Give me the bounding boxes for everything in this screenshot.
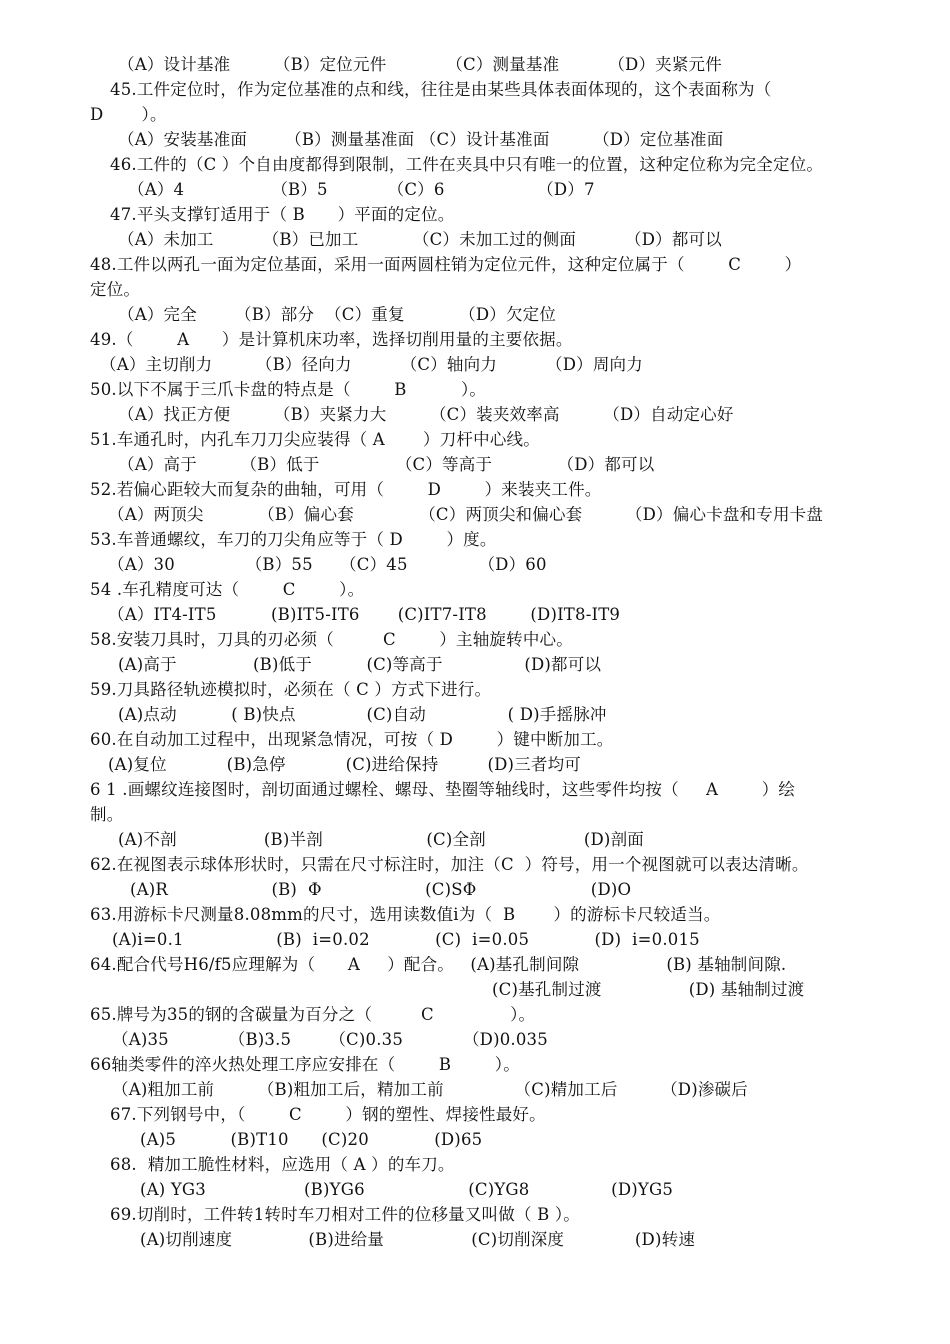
text-line-8: （A）未加工 （B）已加工 （C）未加工过的侧面 （D）都可以 bbox=[118, 230, 722, 249]
text-line-14: 50.以下不属于三爪卡盘的特点是（ B ）。 bbox=[90, 380, 487, 399]
text-line-42: （A)粗加工前 （B)粗加工后，精加工前 （C)精加工后 （D)渗碳后 bbox=[112, 1080, 748, 1099]
text-line-22: 54 .车孔精度可达（ C ）。 bbox=[90, 580, 365, 599]
text-line-19: （A）两顶尖 （B）偏心套 （C）两顶尖和偏心套 （D）偏心卡盘和专用卡盘 bbox=[108, 505, 824, 524]
text-line-3: D ）。 bbox=[90, 105, 167, 124]
text-line-18: 52.若偏心距较大而复杂的曲轴，可用（ D ）来装夹工件。 bbox=[90, 480, 602, 499]
text-line-2: 45.工件定位时，作为定位基准的点和线，往往是由某些具体表面体现的，这个表面称为（ bbox=[110, 80, 772, 99]
text-line-32: (A)不剖 (B)半剖 (C)全剖 (D)剖面 bbox=[118, 830, 644, 849]
text-line-48: (A)切削速度 (B)进给量 (C)切削深度 (D)转速 bbox=[140, 1230, 696, 1249]
text-line-39: 65.牌号为35的钢的含碳量为百分之（ C ）。 bbox=[90, 1005, 536, 1024]
text-line-36: (A)i=0.1 (B) i=0.02 (C) i=0.05 (D) i=0.015 bbox=[112, 930, 700, 949]
text-line-17: （A）高于 （B）低于 （C）等高于 （D）都可以 bbox=[118, 455, 655, 474]
text-line-37: 64.配合代号H6/f5应理解为（ A ）配合。 (A)基孔制间隙 (B) 基轴制间隙. bbox=[90, 955, 787, 974]
text-line-10: 定位。 bbox=[90, 280, 141, 299]
text-line-20: 53.车普通螺纹，车刀的刀尖角应等于（ D ）度。 bbox=[90, 530, 497, 549]
text-line-5: 46.工件的（C ）个自由度都得到限制，工件在夹具中只有唯一的位置，这种定位称为完全定位。 bbox=[110, 155, 824, 174]
text-line-35: 63.用游标卡尺测量8.08mm的尺寸，选用读数值i为（ B ）的游标卡尺较适当。 bbox=[90, 905, 721, 924]
text-line-31: 制。 bbox=[90, 805, 124, 824]
text-line-43: 67.下列钢号中，（ C ）钢的塑性、焊接性最好。 bbox=[110, 1105, 546, 1124]
text-line-40: （A)35 （B)3.5 （C)0.35 （D)0.035 bbox=[112, 1030, 548, 1049]
text-line-45: 68. 精加工脆性材料，应选用（ A ）的车刀。 bbox=[110, 1155, 455, 1174]
text-line-38: (C)基孔制过渡 (D) 基轴制过渡 bbox=[492, 980, 805, 999]
text-line-23: （A）IT4-IT5 (B)IT5-IT6 (C)IT7-IT8 (D)IT8-IT9 bbox=[108, 605, 621, 624]
text-line-1: （A）设计基准 （B）定位元件 （C）测量基准 （D）夹紧元件 bbox=[118, 55, 722, 74]
text-line-24: 58.安装刀具时，刀具的刃必须（ C ）主轴旋转中心。 bbox=[90, 630, 573, 649]
text-line-26: 59.刀具路径轨迹模拟时，必须在（ C ）方式下进行。 bbox=[90, 680, 492, 699]
text-line-9: 48.工件以两孔一面为定位基面，采用一面两圆柱销为定位元件，这种定位属于（ C ） bbox=[90, 255, 802, 274]
text-line-4: （A）安装基准面 （B）测量基准面 （C）设计基准面 （D）定位基准面 bbox=[118, 130, 724, 149]
text-line-11: （A）完全 （B）部分 （C）重复 （D）欠定位 bbox=[118, 305, 557, 324]
text-line-33: 62.在视图表示球体形状时，只需在尺寸标注时，加注（C ）符号，用一个视图就可以表达清晰。 bbox=[90, 855, 809, 874]
text-line-30: 6 1 .画螺纹连接图时，剖切面通过螺栓、螺母、垫圈等轴线时，这些零件均按（ A ）绘 bbox=[90, 780, 796, 799]
text-line-15: （A）找正方便 （B）夹紧力大 （C）装夹效率高 （D）自动定心好 bbox=[118, 405, 734, 424]
text-line-34: (A)R (B) Φ (C)SΦ (D)O bbox=[130, 880, 632, 899]
text-line-47: 69.切削时，工件转1转时车刀相对工件的位移量又叫做（ B ）。 bbox=[110, 1205, 581, 1224]
text-line-13: （A）主切削力 （B）径向力 （C）轴向力 （D）周向力 bbox=[100, 355, 643, 374]
text-line-6: （A）4 （B）5 （C）6 （D）7 bbox=[128, 180, 595, 199]
text-line-27: (A)点动 ( B)快点 (C)自动 ( D)手摇脉冲 bbox=[118, 705, 607, 724]
text-line-28: 60.在自动加工过程中，出现紧急情况，可按（ D ）键中断加工。 bbox=[90, 730, 614, 749]
text-line-7: 47.平头支撑钉适用于（ B ）平面的定位。 bbox=[110, 205, 455, 224]
text-line-41: 66轴类零件的淬火热处理工序应安排在（ B ）。 bbox=[90, 1055, 520, 1074]
text-line-25: (A)高于 (B)低于 (C)等高于 (D)都可以 bbox=[118, 655, 602, 674]
text-line-16: 51.车通孔时，内孔车刀刀尖应装得（ A ）刀杆中心线。 bbox=[90, 430, 540, 449]
text-line-46: (A) YG3 (B)YG6 (C)YG8 (D)YG5 bbox=[140, 1180, 674, 1199]
text-line-21: （A）30 （B）55 （C）45 （D）60 bbox=[108, 555, 547, 574]
text-line-29: (A)复位 (B)急停 (C)进给保持 (D)三者均可 bbox=[108, 755, 581, 774]
text-line-12: 49.（ A ）是计算机床功率，选择切削用量的主要依据。 bbox=[90, 330, 573, 349]
text-line-44: (A)5 (B)T10 (C)20 (D)65 bbox=[140, 1130, 483, 1149]
